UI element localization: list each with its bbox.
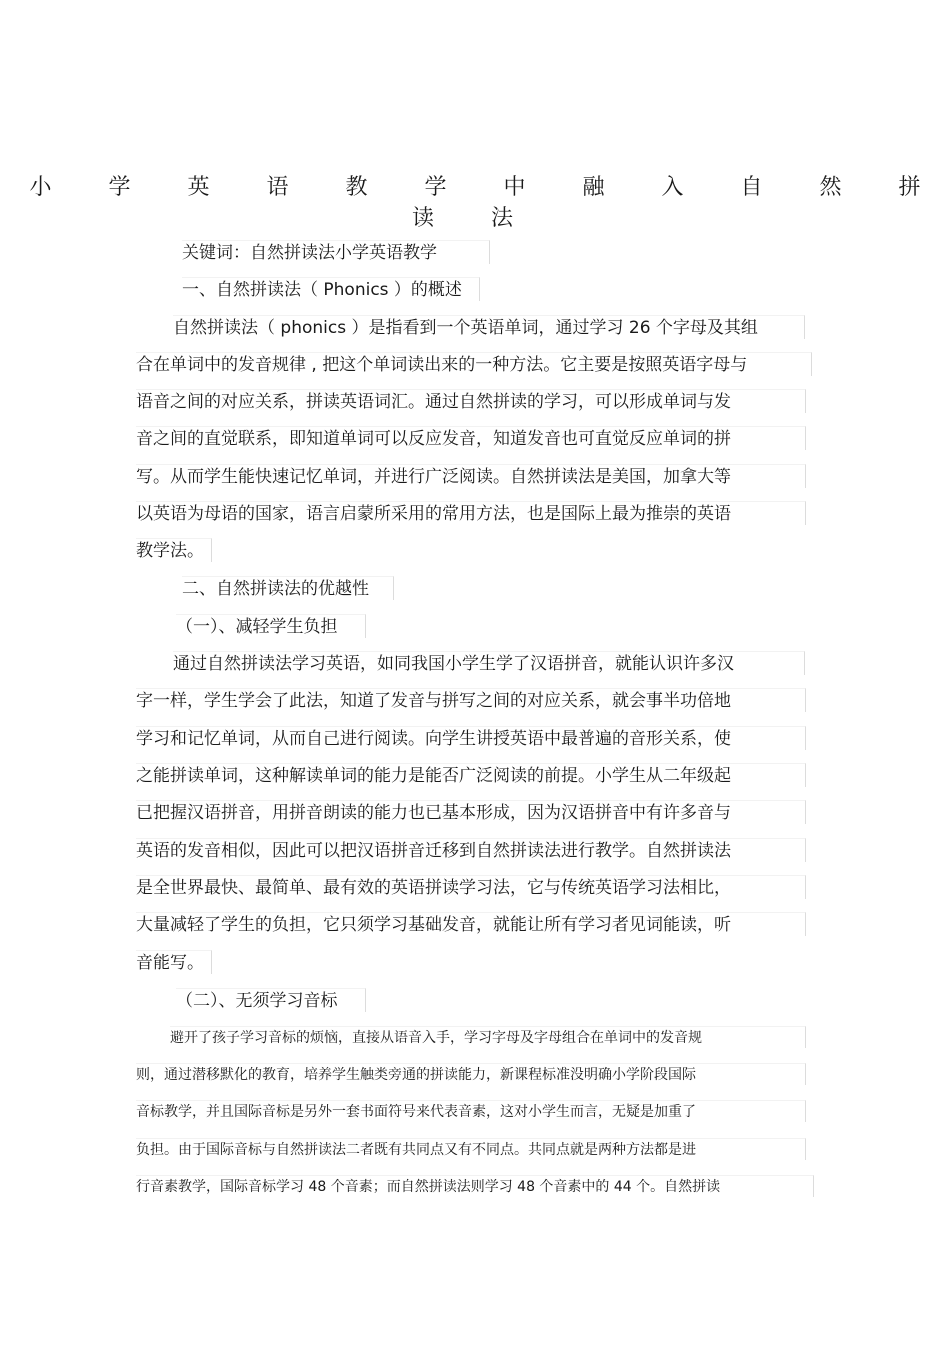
paragraph-line: 写。从而学生能快速记忆单词，并进行广泛阅读。自然拼读法是美国，加拿大等 bbox=[136, 464, 806, 488]
subsection-heading-1: （一）、减轻学生负担 bbox=[176, 614, 366, 638]
section-heading-1: 一、自然拼读法（ Phonics ）的概述 bbox=[182, 277, 480, 301]
page-title: 小 学 英 语 教 学 中 融 入 自 然 拼 读 法 bbox=[29, 175, 946, 231]
paragraph-line: 语音之间的对应关系，拼读英语词汇。通过自然拼读的学习，可以形成单词与发 bbox=[136, 389, 806, 413]
paragraph-line: 负担。由于国际音标与自然拼读法二者既有共同点又有不同点。共同点就是两种方法都是进 bbox=[136, 1138, 806, 1160]
paragraph-line: 音标教学，并且国际音标是另外一套书面符号来代表音素，这对小学生而言，无疑是加重了 bbox=[136, 1100, 806, 1122]
paragraph-line: 学习和记忆单词，从而自己进行阅读。向学生讲授英语中最普遍的音形关系，使 bbox=[136, 726, 806, 750]
paragraph-line: 自然拼读法（ phonics ）是指看到一个英语单词，通过学习 26 个字母及其组 bbox=[173, 315, 805, 339]
section-heading-2: 二、自然拼读法的优越性 bbox=[182, 576, 394, 600]
paragraph-line: 音之间的直觉联系，即知道单词可以反应发音，知道发音也可直觉反应单词的拼 bbox=[136, 426, 806, 450]
paragraph-line: 行音素教学，国际音标学习 48 个音素；而自然拼读法则学习 48 个音素中的 44 个。自然拼读 bbox=[136, 1175, 814, 1197]
paragraph-line: 以英语为母语的国家，语言启蒙所采用的常用方法，也是国际上最为推崇的英语 bbox=[136, 501, 806, 525]
paragraph-line: 英语的发音相似，因此可以把汉语拼音迁移到自然拼读法进行教学。自然拼读法 bbox=[136, 838, 806, 862]
paragraph-line: 音能写。 bbox=[136, 950, 212, 974]
paragraph-line: 合在单词中的发音规律 , 把这个单词读出来的一种方法。它主要是按照英语字母与 bbox=[136, 352, 812, 376]
paragraph-line: 则，通过潜移默化的教育，培养学生触类旁通的拼读能力，新课程标准没明确小学阶段国际 bbox=[136, 1063, 806, 1085]
keywords-line: 关键词：自然拼读法小学英语教学 bbox=[182, 240, 490, 264]
paragraph-line: 通过自然拼读法学习英语，如同我国小学生学了汉语拼音，就能认识许多汉 bbox=[173, 651, 805, 675]
paragraph-line: 大量减轻了学生的负担，它只须学习基础发音，就能让所有学习者见词能读，听 bbox=[136, 912, 806, 936]
paragraph-line: 已把握汉语拼音，用拼音朗读的能力也已基本形成，因为汉语拼音中有许多音与 bbox=[136, 800, 806, 824]
paragraph-line: 字一样，学生学会了此法，知道了发音与拼写之间的对应关系，就会事半功倍地 bbox=[136, 688, 806, 712]
paragraph-line: 避开了孩子学习音标的烦恼，直接从语音入手，学习字母及字母组合在单词中的发音规 bbox=[170, 1026, 806, 1048]
paragraph-line: 是全世界最快、最简单、最有效的英语拼读学习法，它与传统英语学习法相比， bbox=[136, 875, 806, 899]
paragraph-line: 之能拼读单词，这种解读单词的能力是能否广泛阅读的前提。小学生从二年级起 bbox=[136, 763, 806, 787]
subsection-heading-2: （二）、无须学习音标 bbox=[176, 988, 366, 1012]
paragraph-line: 教学法。 bbox=[136, 538, 212, 562]
